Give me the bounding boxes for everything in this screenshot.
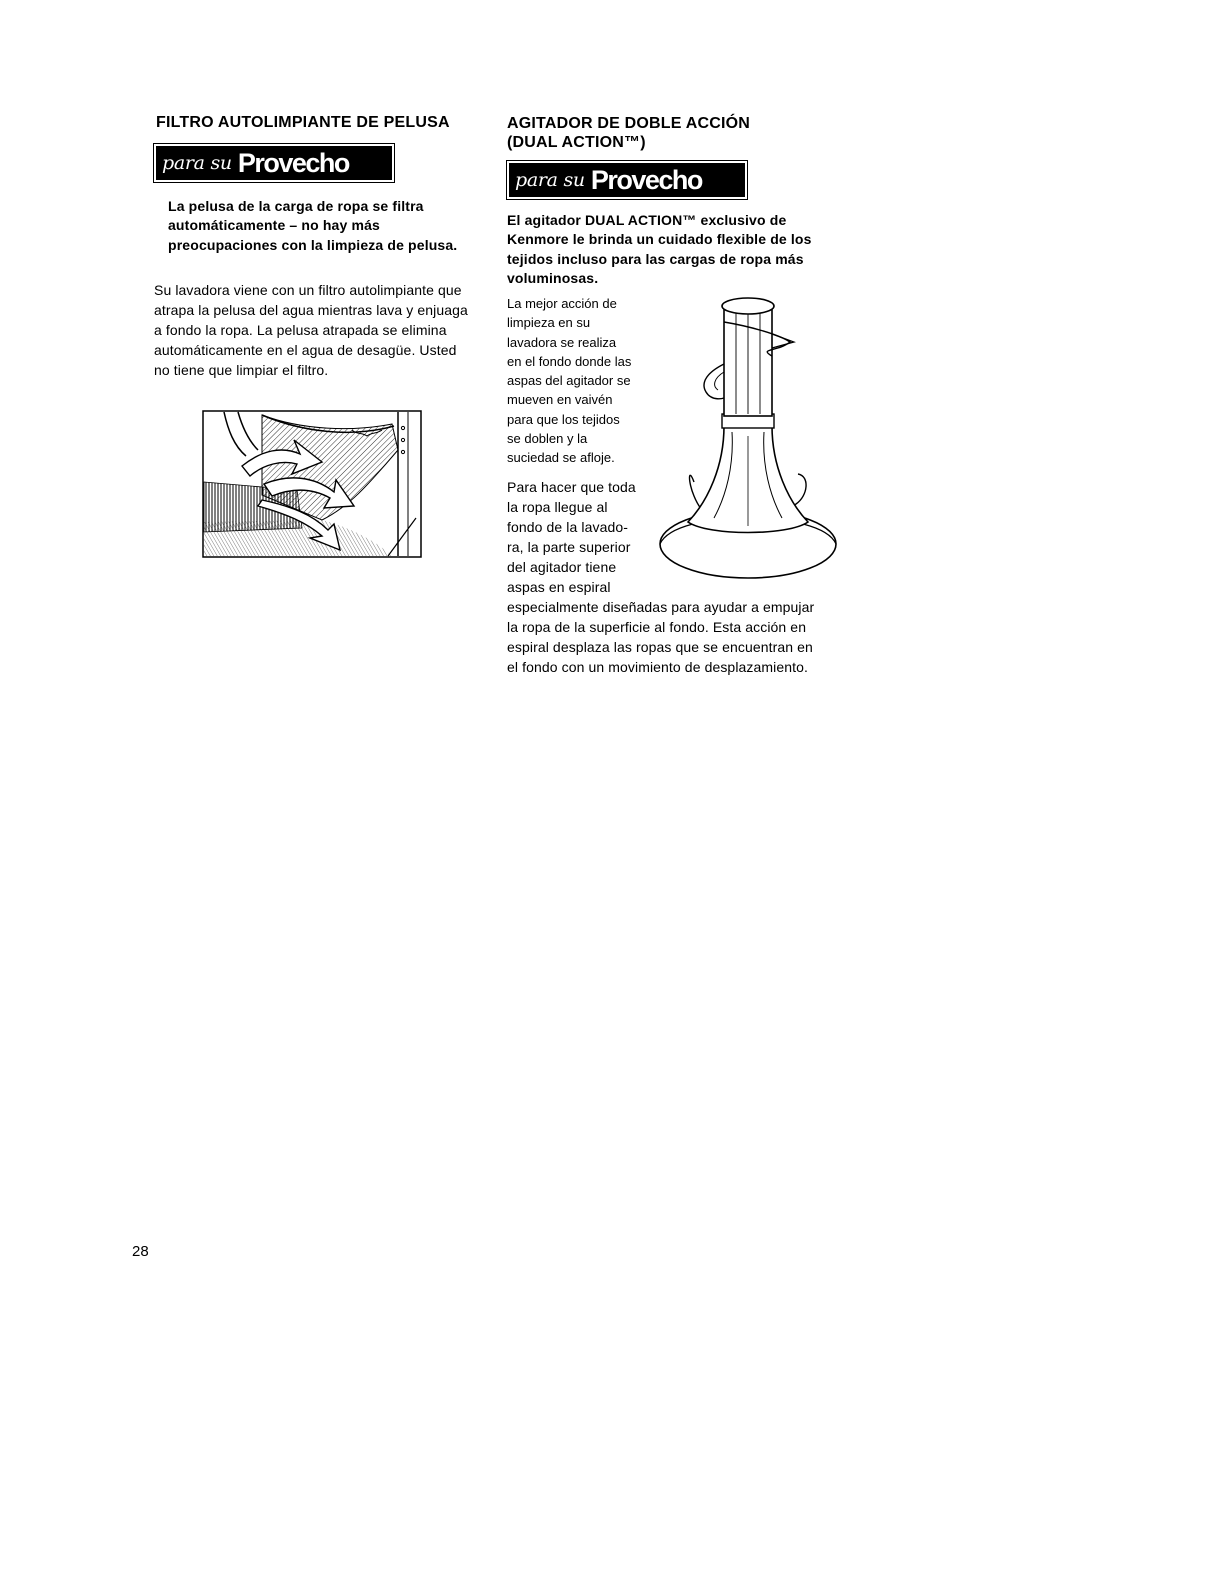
agitator-heading-line1: AGITADOR DE DOBLE ACCIÓN	[507, 115, 751, 132]
text-line: en el fondo donde las	[507, 353, 632, 369]
text-line: la ropa llegue al	[507, 499, 608, 515]
agitator-heading-line2: (DUAL ACTION™)	[507, 134, 646, 151]
page-number: 28	[132, 1243, 149, 1260]
text-line: suciedad se afloje.	[507, 450, 615, 466]
agitator-paragraph-2-lines	[507, 477, 667, 597]
text-line: lavadora se realiza	[507, 334, 617, 350]
text-line: aspas del agitador se	[507, 373, 631, 389]
agitator-paragraph-2-rest: especialmente diseñadas para ayudar a empujar la ropa de la superficie al fondo. Esta acción en espiral desplaza las ropas que se encuentran en el fondo con un movimiento de desplazamiento.	[507, 599, 815, 675]
lint-filter-body: Su lavadora viene con un filtro autolimpiante que atrapa la pelusa del agua mientras lava y enjuaga a fondo la ropa. La pelusa atrapada se elimina automáticamente en el agua de desagüe. Usted no tiene que limpiar el filtro.	[154, 282, 468, 378]
para-su-provecho-badge	[156, 146, 392, 180]
text-line: para que los tejidos	[507, 411, 620, 427]
para-su-provecho-badge	[509, 163, 745, 197]
text-line: mueven en vaivén	[507, 392, 613, 408]
badge-script: para su	[162, 152, 232, 174]
agitator-paragraph-1	[507, 294, 667, 468]
lint-filter-illustration-icon	[202, 410, 422, 558]
text-line: ra, la parte superior	[507, 539, 631, 555]
agitator-lead: El agitador DUAL ACTION™ exclusivo de Kenmore le brinda un cuidado flexible de los tejidos incluso para las cargas de ropa más voluminosas.	[507, 212, 812, 286]
lint-filter-heading: FILTRO AUTOLIMPIANTE DE PELUSA	[156, 114, 450, 131]
badge-word: Provecho	[590, 164, 702, 195]
text-line: limpieza en su	[507, 315, 591, 331]
text-line: aspas en espiral	[507, 579, 611, 595]
text-line: se doblen y la	[507, 431, 588, 447]
agitator-illustration-icon	[648, 286, 838, 584]
text-line: del agitador tiene	[507, 559, 617, 575]
text-line: La mejor acción de	[507, 296, 617, 311]
text-line: fondo de la lavado-	[507, 519, 628, 535]
text-line: Para hacer que toda	[507, 479, 636, 495]
lint-filter-lead: La pelusa de la carga de ropa se filtra automáticamente – no hay más preocupaciones con la limpieza de pelusa.	[168, 198, 458, 253]
badge-word: Provecho	[237, 147, 349, 178]
badge-script: para su	[515, 169, 585, 191]
